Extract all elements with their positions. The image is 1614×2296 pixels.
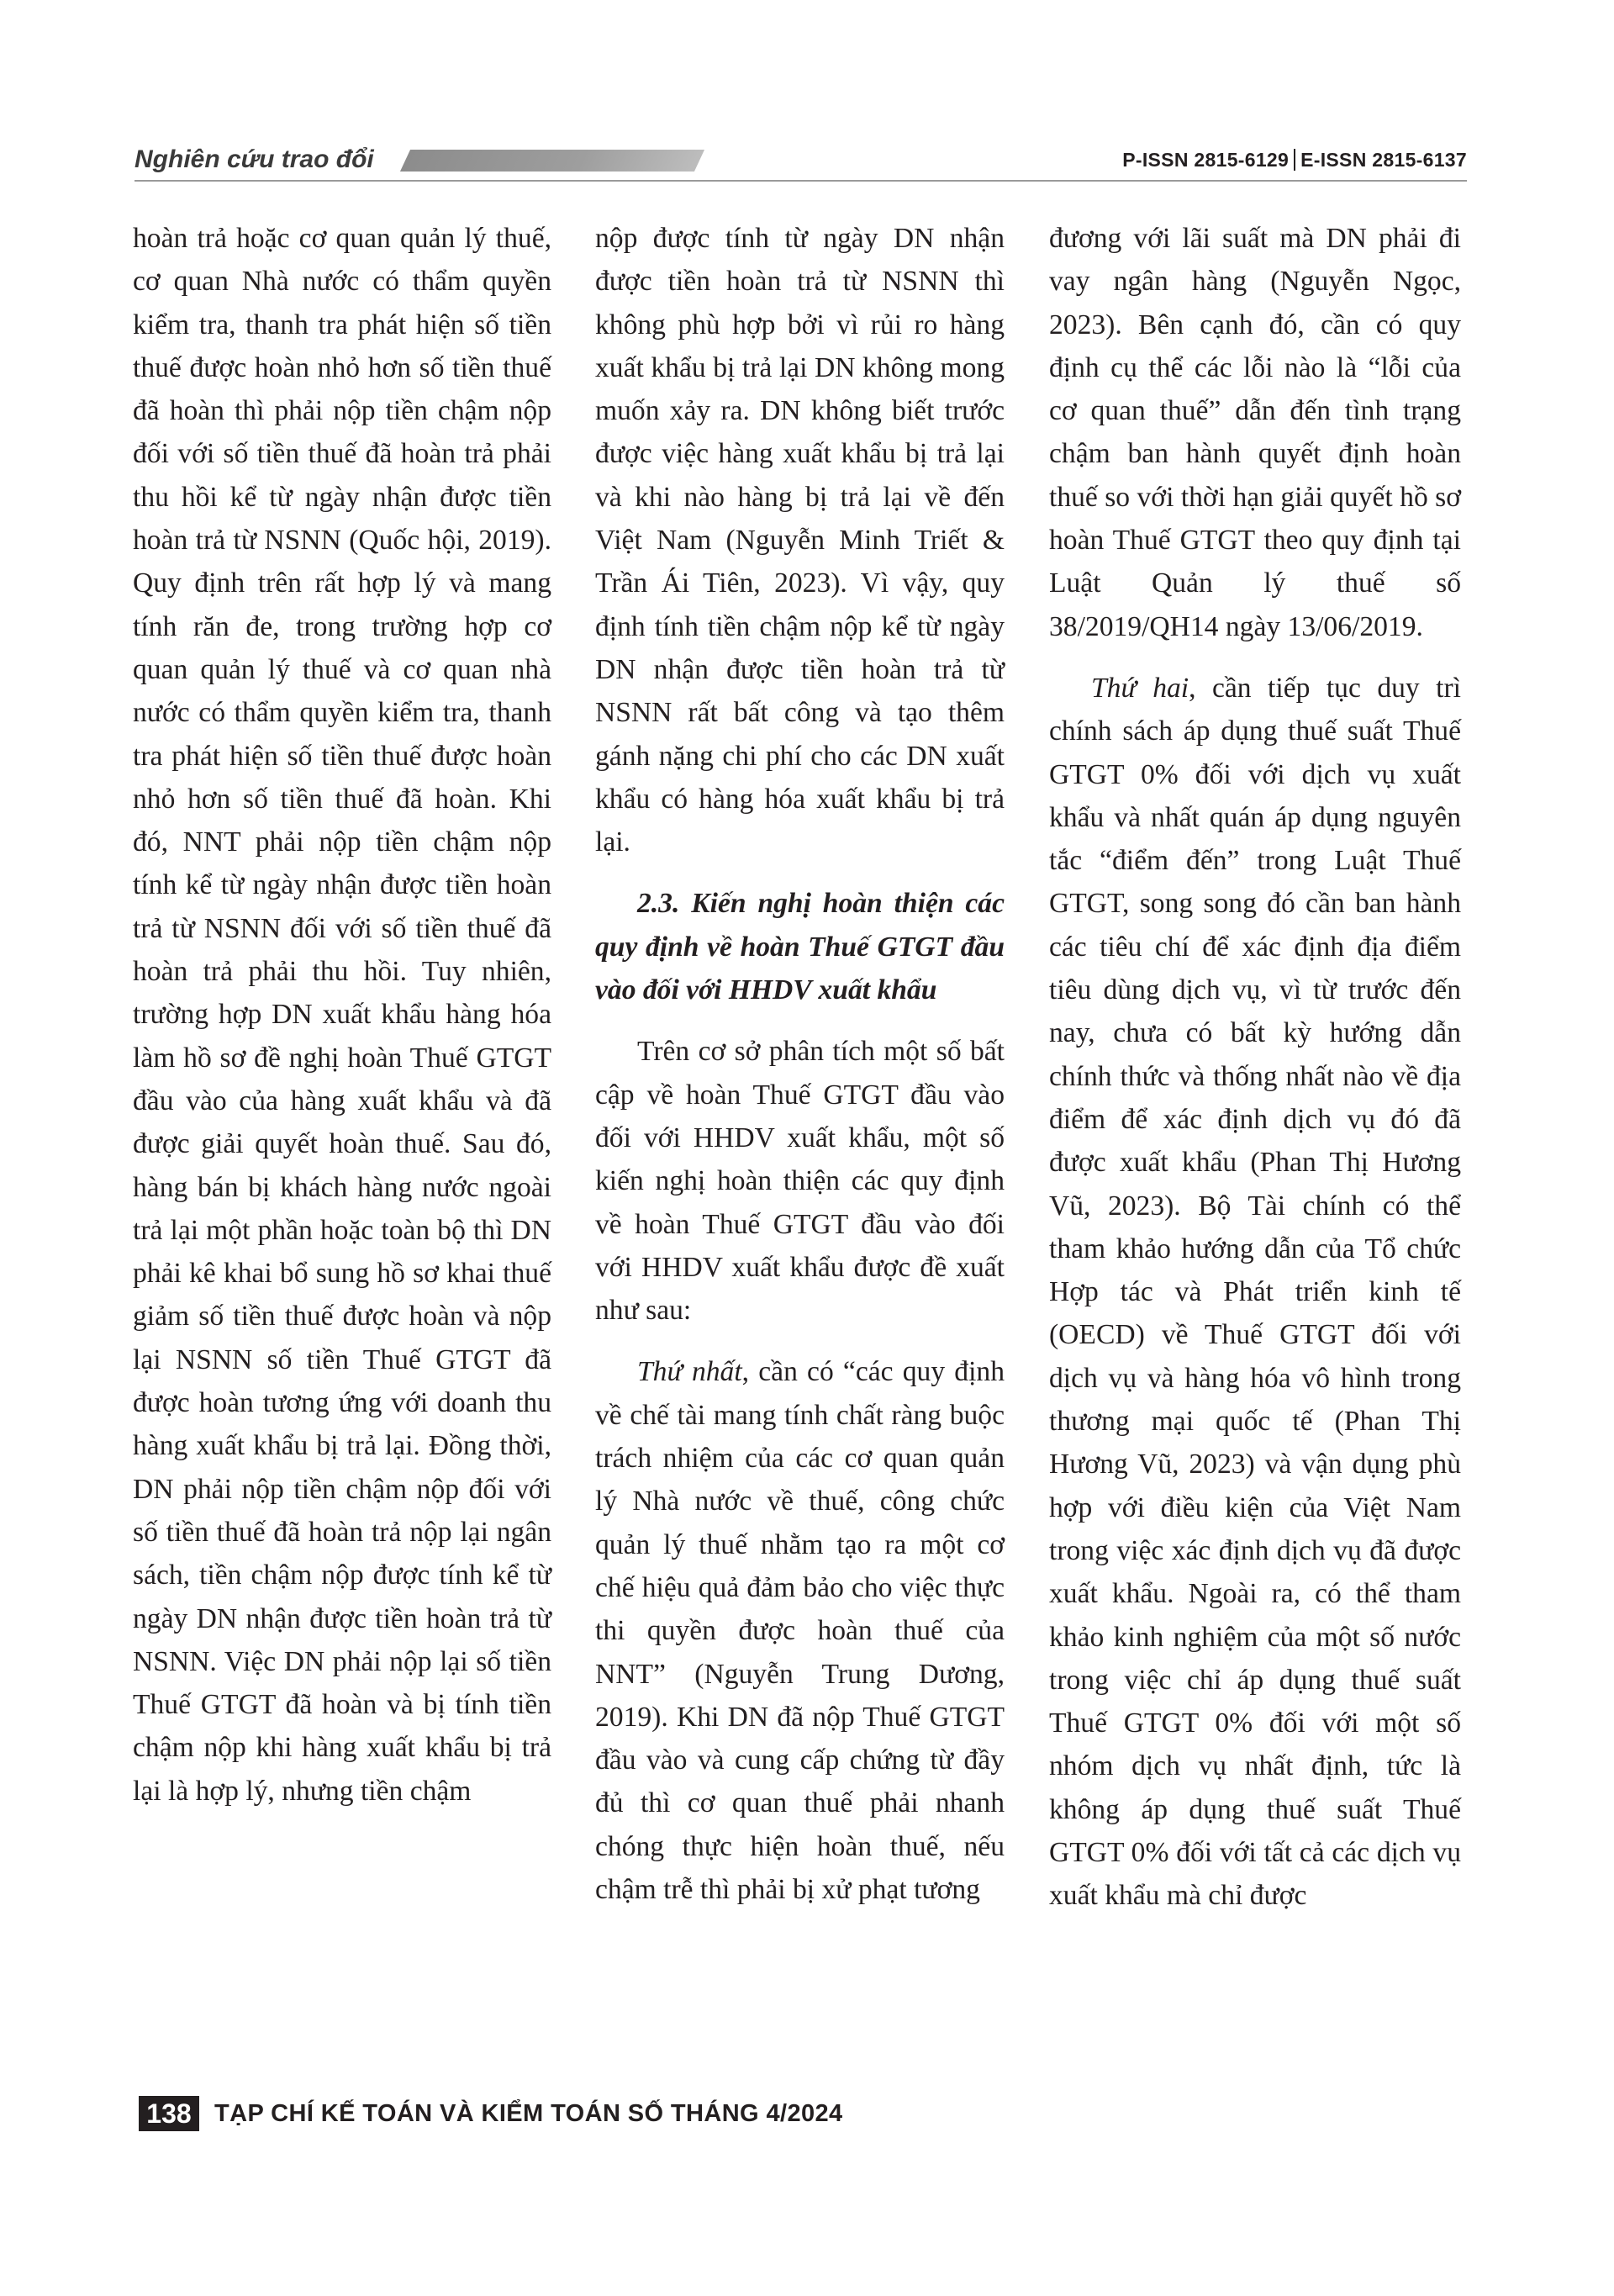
- paragraph-body: , cần tiếp tục duy trì chính sách áp dụng thuế suất Thuế GTGT 0% đối với dịch vụ xuất khẩu và nhất quán áp dụng nguyên tắc “điểm đến” trong Luật Thuế GTGT, song song đó cần ban hành các tiêu chí để xác định địa điểm tiêu dùng dịch vụ, vì từ trước đến nay, chưa có bất kỳ hướng dẫn chính thức và thống nhất nào về địa điểm để xác định dịch vụ đó đã được xuất khẩu (Phan Thị Hương Vũ, 2023). Bộ Tài chính có thể tham khảo hướng dẫn của Tổ chức Hợp tác và Phát triển kinh tế (OECD) về Thuế GTGT đối với dịch vụ và hàng hóa vô hình trong thương mại quốc tế (Phan Thị Hương Vũ, 2023) và vận dụng phù hợp với điều kiện của Việt Nam trong việc xác định dịch vụ đã được xuất khẩu. Ngoài ra, có thể tham khảo kinh nghiệm của một số nước trong việc chỉ áp dụng thuế suất Thuế GTGT 0% đối với một số nhóm dịch vụ nhất định, tức là không áp dụng thuế suất Thuế GTGT 0% đối với tất cả các dịch vụ xuất khẩu mà chỉ được: [1049, 672, 1461, 1912]
- paragraph: đương với lãi suất mà DN phải đi vay ngân hàng (Nguyễn Ngọc, 2023). Bên cạnh đó, cần có quy định cụ thể các lỗi nào là “lỗi của cơ quan thuế” dẫn đến tình trạng chậm ban hành quyết định hoàn thuế so với thời hạn giải quyết hồ sơ hoàn Thuế GTGT theo quy định tại Luật Quản lý thuế số 38/2019/QH14 ngày 13/06/2019.: [1049, 223, 1461, 642]
- issn-info: [1122, 143, 1467, 177]
- issn-separator: [1294, 149, 1295, 171]
- paragraph: [595, 1350, 1005, 1911]
- page-footer: [139, 2096, 1316, 2136]
- journal-issue: TẠP CHÍ KẾ TOÁN VÀ KIỂM TOÁN SỐ THÁNG 4/2024: [214, 2100, 843, 2127]
- page-header: [134, 143, 1467, 193]
- paragraph-lead: Thứ nhất: [637, 1356, 742, 1388]
- section-title: Nghiên cứu trao đổi: [134, 145, 374, 173]
- paragraph: Trên cơ sở phân tích một số bất cập về hoàn Thuế GTGT đầu vào đối với HHDV xuất khẩu, một số kiến nghị hoàn thiện các quy định về hoàn Thuế GTGT đầu vào đối với HHDV xuất khẩu được đề xuất như sau:: [595, 1036, 1005, 1327]
- paragraph: nộp được tính từ ngày DN nhận được tiền hoàn trả từ NSNN thì không phù hợp bởi vì rủi ro hàng xuất khẩu bị trả lại DN không mong muốn xảy ra. DN không biết trước được việc hàng xuất khẩu bị trả lại và khi nào hàng bị trả lại về đến Việt Nam (Nguyễn Minh Triết & Trần Ái Tiên, 2023). Vì vậy, quy định tính tiền chậm nộp kể từ ngày DN nhận được tiền hoàn trả từ NSNN rất bất công và tạo thêm gánh nặng chi phí cho các DN xuất khẩu có hàng hóa xuất khẩu bị trả lại.: [595, 223, 1005, 858]
- paragraph-body: , cần có “các quy định về chế tài mang tính chất ràng buộc trách nhiệm của các cơ quan quản lý Nhà nước về thuế, công chức quản lý thuế nhằm tạo ra một cơ chế hiệu quả đảm bảo cho việc thực thi quyền được hoàn thuế của NNT” (Nguyễn Trung Dương, 2019). Khi DN đã nộp Thuế GTGT đầu vào và cung cấp chứng từ đầy đủ thì cơ quan thuế phải nhanh chóng thực hiện hoàn thuế, nếu chậm trễ thì phải bị xử phạt tương: [595, 1356, 1005, 1905]
- header-rule: [134, 180, 1467, 182]
- page-number: 138: [139, 2096, 199, 2131]
- e-issn: E-ISSN 2815-6137: [1300, 149, 1467, 171]
- text-column-1: [133, 217, 551, 1813]
- header-decorative-bar: [400, 150, 704, 172]
- p-issn: P-ISSN 2815-6129: [1122, 149, 1290, 171]
- text-column-2: [595, 217, 1005, 1911]
- paragraph: hoàn trả hoặc cơ quan quản lý thuế, cơ quan Nhà nước có thẩm quyền kiểm tra, thanh tra phát hiện số tiền thuế được hoàn nhỏ hơn số tiền thuế đã hoàn thì phải nộp tiền chậm nộp đối với số tiền thuế đã hoàn trả phải thu hồi kể từ ngày nhận được tiền hoàn trả từ NSNN (Quốc hội, 2019). Quy định trên rất hợp lý và mang tính răn đe, trong trường hợp cơ quan quản lý thuế và cơ quan nhà nước có thẩm quyền kiểm tra, thanh tra phát hiện số tiền thuế được hoàn nhỏ hơn số tiền thuế đã hoàn. Khi đó, NNT phải nộp tiền chậm nộp tính kể từ ngày nhận được tiền hoàn trả từ NSNN đối với số tiền thuế đã hoàn trả phải thu hồi. Tuy nhiên, trường hợp DN xuất khẩu hàng hóa làm hồ sơ đề nghị hoàn Thuế GTGT đầu vào của hàng xuất khẩu và đã được giải quyết hoàn thuế. Sau đó, hàng bán bị khách hàng nước ngoài trả lại một phần hoặc toàn bộ thì DN phải kê khai bổ sung hồ sơ khai thuế giảm số tiền thuế được hoàn và nộp lại NSNN số tiền Thuế GTGT đã được hoàn tương ứng với doanh thu hàng xuất khẩu bị trả lại. Đồng thời, DN phải nộp tiền chậm nộp đối với số tiền thuế đã hoàn trả nộp lại ngân sách, tiền chậm nộp được tính kể từ ngày DN nhận được tiền hoàn trả từ NSNN. Việc DN phải nộp lại số tiền Thuế GTGT đã hoàn và bị tính tiền chậm nộp khi hàng xuất khẩu bị trả lại là hợp lý, nhưng tiền chậm: [133, 223, 551, 1807]
- paragraph: [1049, 667, 1461, 1918]
- text-column-3: [1049, 217, 1461, 1918]
- section-heading: 2.3. Kiến nghị hoàn thiện các quy định về hoàn Thuế GTGT đầu vào đối với HHDV xuất khẩu: [595, 888, 1005, 1006]
- paragraph-lead: Thứ hai: [1091, 672, 1189, 704]
